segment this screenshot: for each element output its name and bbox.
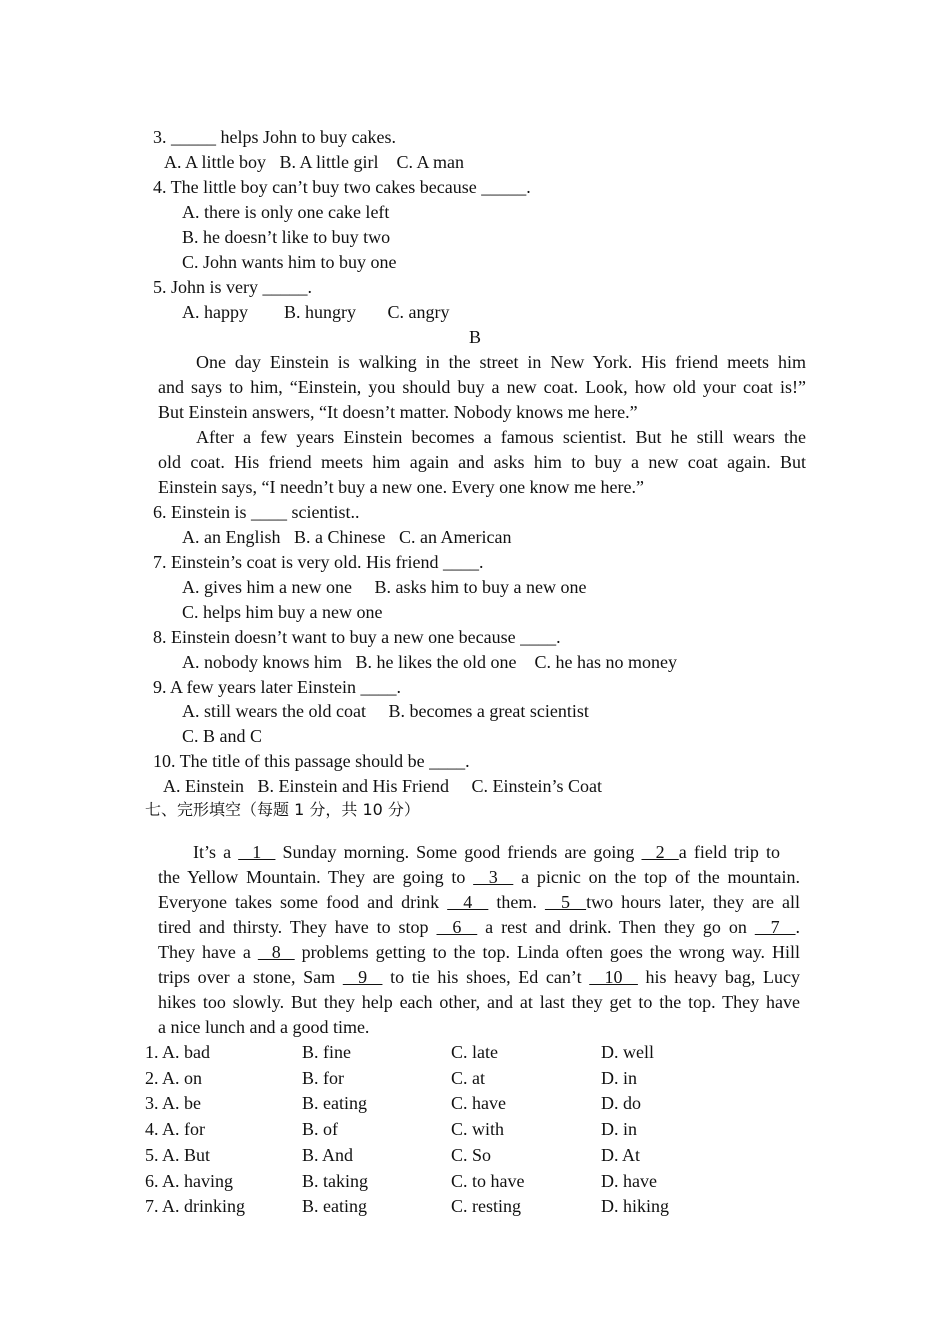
cloze-text: a rest and drink. Then they go on (477, 917, 755, 937)
cloze-text: a nice lunch and a good time. (158, 1017, 370, 1037)
cloze-option: B. eating (302, 1196, 367, 1217)
question-7: 7. Einstein’s coat is very old. His friend ____. (153, 552, 484, 572)
cloze-option: 5. A. But (145, 1144, 211, 1165)
cloze-line-7 (158, 991, 800, 1013)
cloze-blank: 3 (473, 867, 514, 887)
cloze-text: two hours later, they are all (586, 892, 801, 912)
passage-b-p1-line2: and says to him, “Einstein, you should buy a new coat. Look, how old your coat is!” (158, 377, 806, 397)
cloze-blank: 1 (238, 842, 276, 862)
cloze-text: . (795, 917, 801, 937)
cloze-option: 2. A. on (145, 1067, 203, 1088)
question-4: 4. The little boy can’t buy two cakes because _____. (153, 177, 531, 197)
cloze-option: 4. A. for (145, 1119, 205, 1140)
cloze-option: B. for (302, 1067, 344, 1088)
cloze-option: C. at (451, 1067, 485, 1088)
question-5: 5. John is very _____. (153, 277, 312, 297)
cloze-option: C. have (451, 1093, 506, 1114)
cloze-text: Sunday morning. Some good friends are going (275, 842, 642, 862)
section-b-heading: B (469, 327, 482, 347)
cloze-blank: 9 (342, 967, 383, 987)
question-7-option-c: C. helps him buy a new one (182, 602, 383, 622)
cloze-option: B. fine (302, 1042, 351, 1062)
cloze-option: D. in (601, 1119, 637, 1140)
cloze-blank: 5 (544, 892, 587, 912)
question-8: 8. Einstein doesn’t want to buy a new one because ____. (153, 627, 561, 647)
cloze-option: C. late (451, 1042, 498, 1062)
cloze-option: B. eating (302, 1093, 367, 1114)
cloze-text: hikes too slowly. But they help each other, and at last they get to the top. They have (158, 992, 800, 1012)
cloze-blank: 10 (589, 967, 638, 987)
section-7-heading: 七、完形填空（每题 1 分，共 10 分） (145, 800, 420, 819)
cloze-line-6 (158, 966, 800, 988)
question-10-options: A. Einstein B. Einstein and His Friend C. Einstein’s Coat (163, 776, 602, 796)
cloze-text: to tie his shoes, Ed can’t (382, 967, 590, 987)
question-4-option-a: A. there is only one cake left (182, 202, 390, 222)
question-6-options: A. an English B. a Chinese C. an American (182, 527, 512, 547)
cloze-option: B. of (302, 1119, 338, 1140)
cloze-text: a picnic on the top of the mountain. (513, 867, 801, 887)
cloze-option: D. well (601, 1042, 654, 1062)
cloze-text: them. (488, 892, 545, 912)
cloze-option: D. do (601, 1093, 641, 1114)
question-4-option-b: B. he doesn’t like to buy two (182, 227, 391, 247)
question-5-options: A. happy B. hungry C. angry (182, 302, 450, 322)
question-3-options: A. A little boy B. A little girl C. A man (164, 152, 465, 172)
question-7-options-ab: A. gives him a new one B. asks him to buy a new one (182, 577, 587, 597)
cloze-text: trips over a stone, Sam (158, 967, 343, 987)
question-9: 9. A few years later Einstein ____. (153, 677, 401, 697)
cloze-blank: 2 (641, 842, 679, 862)
passage-b-p2-line2: old coat. His friend meets him again and asks him to buy a new coat again. But (158, 452, 806, 472)
passage-b-p1-line3: But Einstein answers, “It doesn’t matter. Nobody knows me here.” (158, 402, 638, 422)
cloze-option: 1. A. bad (145, 1042, 210, 1062)
cloze-option: C. to have (451, 1170, 525, 1191)
question-4-option-c: C. John wants him to buy one (182, 252, 397, 272)
passage-b-p1-line1: One day Einstein is walking in the street in New York. His friend meets him (196, 352, 806, 372)
cloze-option: C. with (451, 1119, 505, 1140)
cloze-option: 3. A. be (145, 1093, 201, 1114)
cloze-text: the Yellow Mountain. They are going to (158, 867, 474, 887)
question-3: 3. _____ helps John to buy cakes. (153, 127, 396, 147)
question-10: 10. The title of this passage should be ____. (153, 751, 470, 771)
cloze-option: 7. A. drinking (145, 1196, 246, 1217)
cloze-line-8 (158, 1016, 369, 1038)
cloze-option: B. And (302, 1144, 354, 1165)
cloze-line-3 (158, 891, 800, 913)
cloze-line-4 (158, 916, 800, 938)
cloze-line-5 (158, 941, 800, 963)
cloze-text: It’s a (193, 842, 239, 862)
passage-b-p2-line3: Einstein says, “I needn’t buy a new one. Every one know me here.” (158, 477, 645, 497)
question-9-options-ab: A. still wears the old coat B. becomes a great scientist (182, 701, 589, 721)
cloze-option: D. hiking (601, 1196, 670, 1217)
question-6: 6. Einstein is ____ scientist.. (153, 502, 360, 522)
cloze-text: his heavy bag, Lucy (637, 967, 800, 987)
question-8-options: A. nobody knows him B. he likes the old one C. he has no money (182, 652, 677, 672)
cloze-text: problems getting to the top. Linda often goes the wrong way. Hill (294, 942, 801, 962)
cloze-text: tired and thirsty. They have to stop (158, 917, 437, 937)
question-9-option-c: C. B and C (182, 726, 263, 746)
cloze-option: D. At (601, 1144, 641, 1165)
cloze-blank: 4 (447, 892, 489, 912)
passage-b-p2-line1: After a few years Einstein becomes a famous scientist. But he still wears the (196, 427, 806, 447)
cloze-option: B. taking (302, 1170, 368, 1191)
cloze-blank: 6 (436, 917, 478, 937)
cloze-blank: 8 (257, 942, 295, 962)
cloze-option: D. in (601, 1067, 637, 1088)
cloze-blank: 7 (754, 917, 796, 937)
cloze-option: 6. A. having (145, 1170, 233, 1191)
cloze-option: C. So (451, 1144, 492, 1165)
cloze-text: Everyone takes some food and drink (158, 892, 448, 912)
cloze-text: a field trip to (678, 842, 780, 862)
cloze-option: C. resting (451, 1196, 521, 1217)
cloze-option: D. have (601, 1170, 657, 1191)
cloze-line-1 (158, 841, 780, 863)
cloze-text: They have a (158, 942, 258, 962)
cloze-line-2 (158, 866, 800, 888)
